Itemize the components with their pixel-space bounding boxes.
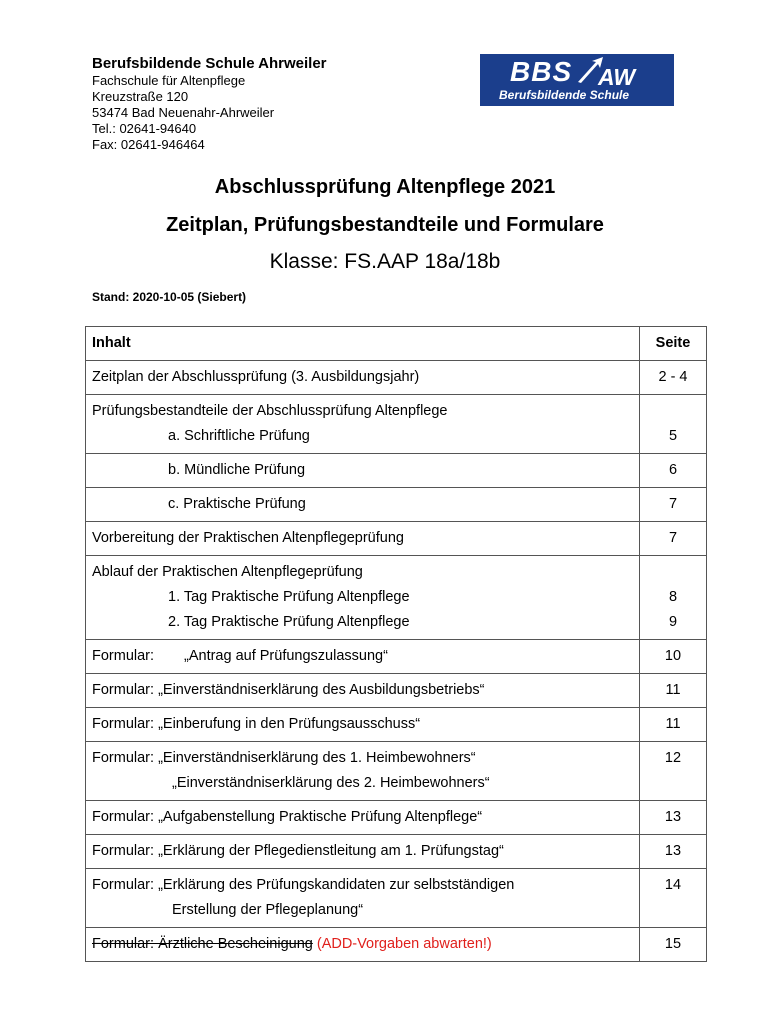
toc-entry — [86, 556, 640, 640]
toc-entry: Formular: „Aufgabenstellung Praktische Prüfung Altenpflege“ — [86, 801, 640, 835]
table-row — [86, 708, 707, 742]
document-title: Abschlussprüfung Altenpflege 2021 — [214, 176, 556, 198]
toc-entry — [86, 640, 640, 674]
toc-entry — [86, 928, 640, 962]
address-line: Fachschule für Altenpflege — [92, 73, 246, 88]
table-row — [86, 395, 707, 454]
table-row — [86, 556, 707, 640]
column-header-content: Inhalt — [86, 327, 640, 361]
logo-text-aw: AW — [598, 64, 636, 90]
form-title: „Einverständniserklärung des 2. Heimbewohners“ — [172, 775, 490, 791]
toc-subentry: 2. Tag Praktische Prüfung Altenpflege — [168, 614, 410, 630]
form-label: Formular: — [92, 648, 155, 664]
page-number: 15 — [640, 928, 707, 962]
form-title: Erstellung der Pflegeplanung“ — [172, 902, 364, 918]
toc-entry: Formular: „Erklärung der Pflegedienstleitung am 1. Prüfungstag“ — [86, 835, 640, 869]
school-name: Berufsbildende Schule Ahrweiler — [92, 55, 327, 72]
toc-subentry: c. Praktische Prüfung — [168, 496, 306, 512]
struck-form-title: Formular: Ärztliche Bescheinigung — [92, 936, 313, 952]
revision-date: Stand: 2020-10-05 (Siebert) — [92, 290, 247, 304]
form-title: Formular: „Einverständniserklärung des 1. Heimbewohners“ — [92, 750, 476, 766]
form-title: Formular: „Erklärung des Prüfungskandidaten zur selbstständigen — [92, 877, 515, 893]
table-row — [86, 835, 707, 869]
phone-line: Tel.: 02641-94640 — [92, 121, 197, 136]
table-row — [86, 928, 707, 962]
page-number: 12 — [640, 742, 707, 801]
table-row — [86, 674, 707, 708]
document-subtitle: Zeitplan, Prüfungsbestandteile und Formulare — [166, 214, 604, 236]
toc-subentry: a. Schriftliche Prüfung — [168, 428, 310, 444]
table-row — [86, 522, 707, 556]
page-number: 2 - 4 — [640, 361, 707, 395]
table-row — [86, 742, 707, 801]
form-title: „Antrag auf Prüfungszulassung“ — [184, 648, 388, 664]
address-line: 53474 Bad Neuenahr-Ahrweiler — [92, 105, 275, 120]
page-number: 8 9 — [640, 556, 707, 640]
toc-entry: Zeitplan der Abschlussprüfung (3. Ausbildungsjahr) — [86, 361, 640, 395]
toc-entry: Formular: „Einberufung in den Prüfungsausschuss“ — [86, 708, 640, 742]
school-header — [92, 55, 327, 153]
table-row — [86, 454, 707, 488]
table-row — [86, 361, 707, 395]
section-heading: Prüfungsbestandteile der Abschlussprüfung Altenpflege — [92, 403, 448, 419]
page-number: 7 — [640, 488, 707, 522]
page-number: 13 — [640, 835, 707, 869]
toc-subentry: 1. Tag Praktische Prüfung Altenpflege — [168, 589, 410, 605]
toc-subentry: b. Mündliche Prüfung — [168, 462, 306, 478]
toc-entry — [86, 869, 640, 928]
toc-entry: Vorbereitung der Praktischen Altenpflegeprüfung — [86, 522, 640, 556]
toc-entry — [86, 454, 640, 488]
fax-line: Fax: 02641-946464 — [92, 137, 205, 152]
pending-note: (ADD-Vorgaben abwarten!) — [316, 936, 492, 952]
logo-text-bbs: BBS — [510, 56, 573, 87]
address-line: Kreuzstraße 120 — [92, 89, 189, 104]
school-logo — [480, 54, 674, 106]
table-header-row — [86, 327, 707, 361]
page-number: 5 — [640, 395, 707, 454]
toc-entry — [86, 488, 640, 522]
page-number: 6 — [640, 454, 707, 488]
toc-entry — [86, 395, 640, 454]
page-number: 14 — [640, 869, 707, 928]
page-number: 11 — [640, 708, 707, 742]
table-row — [86, 488, 707, 522]
page-number: 11 — [640, 674, 707, 708]
class-label: Klasse: FS.AAP 18a/18b — [269, 250, 501, 273]
table-of-contents — [85, 326, 707, 962]
toc-entry — [86, 742, 640, 801]
section-heading: Ablauf der Praktischen Altenpflegeprüfung — [92, 564, 363, 580]
page-number: 10 — [640, 640, 707, 674]
page-number: 13 — [640, 801, 707, 835]
column-header-page: Seite — [640, 327, 707, 361]
table-row — [86, 801, 707, 835]
logo-tagline: Berufsbildende Schule — [499, 88, 630, 102]
toc-entry: Formular: „Einverständniserklärung des Ausbildungsbetriebs“ — [86, 674, 640, 708]
table-row — [86, 869, 707, 928]
page-number: 7 — [640, 522, 707, 556]
table-row — [86, 640, 707, 674]
